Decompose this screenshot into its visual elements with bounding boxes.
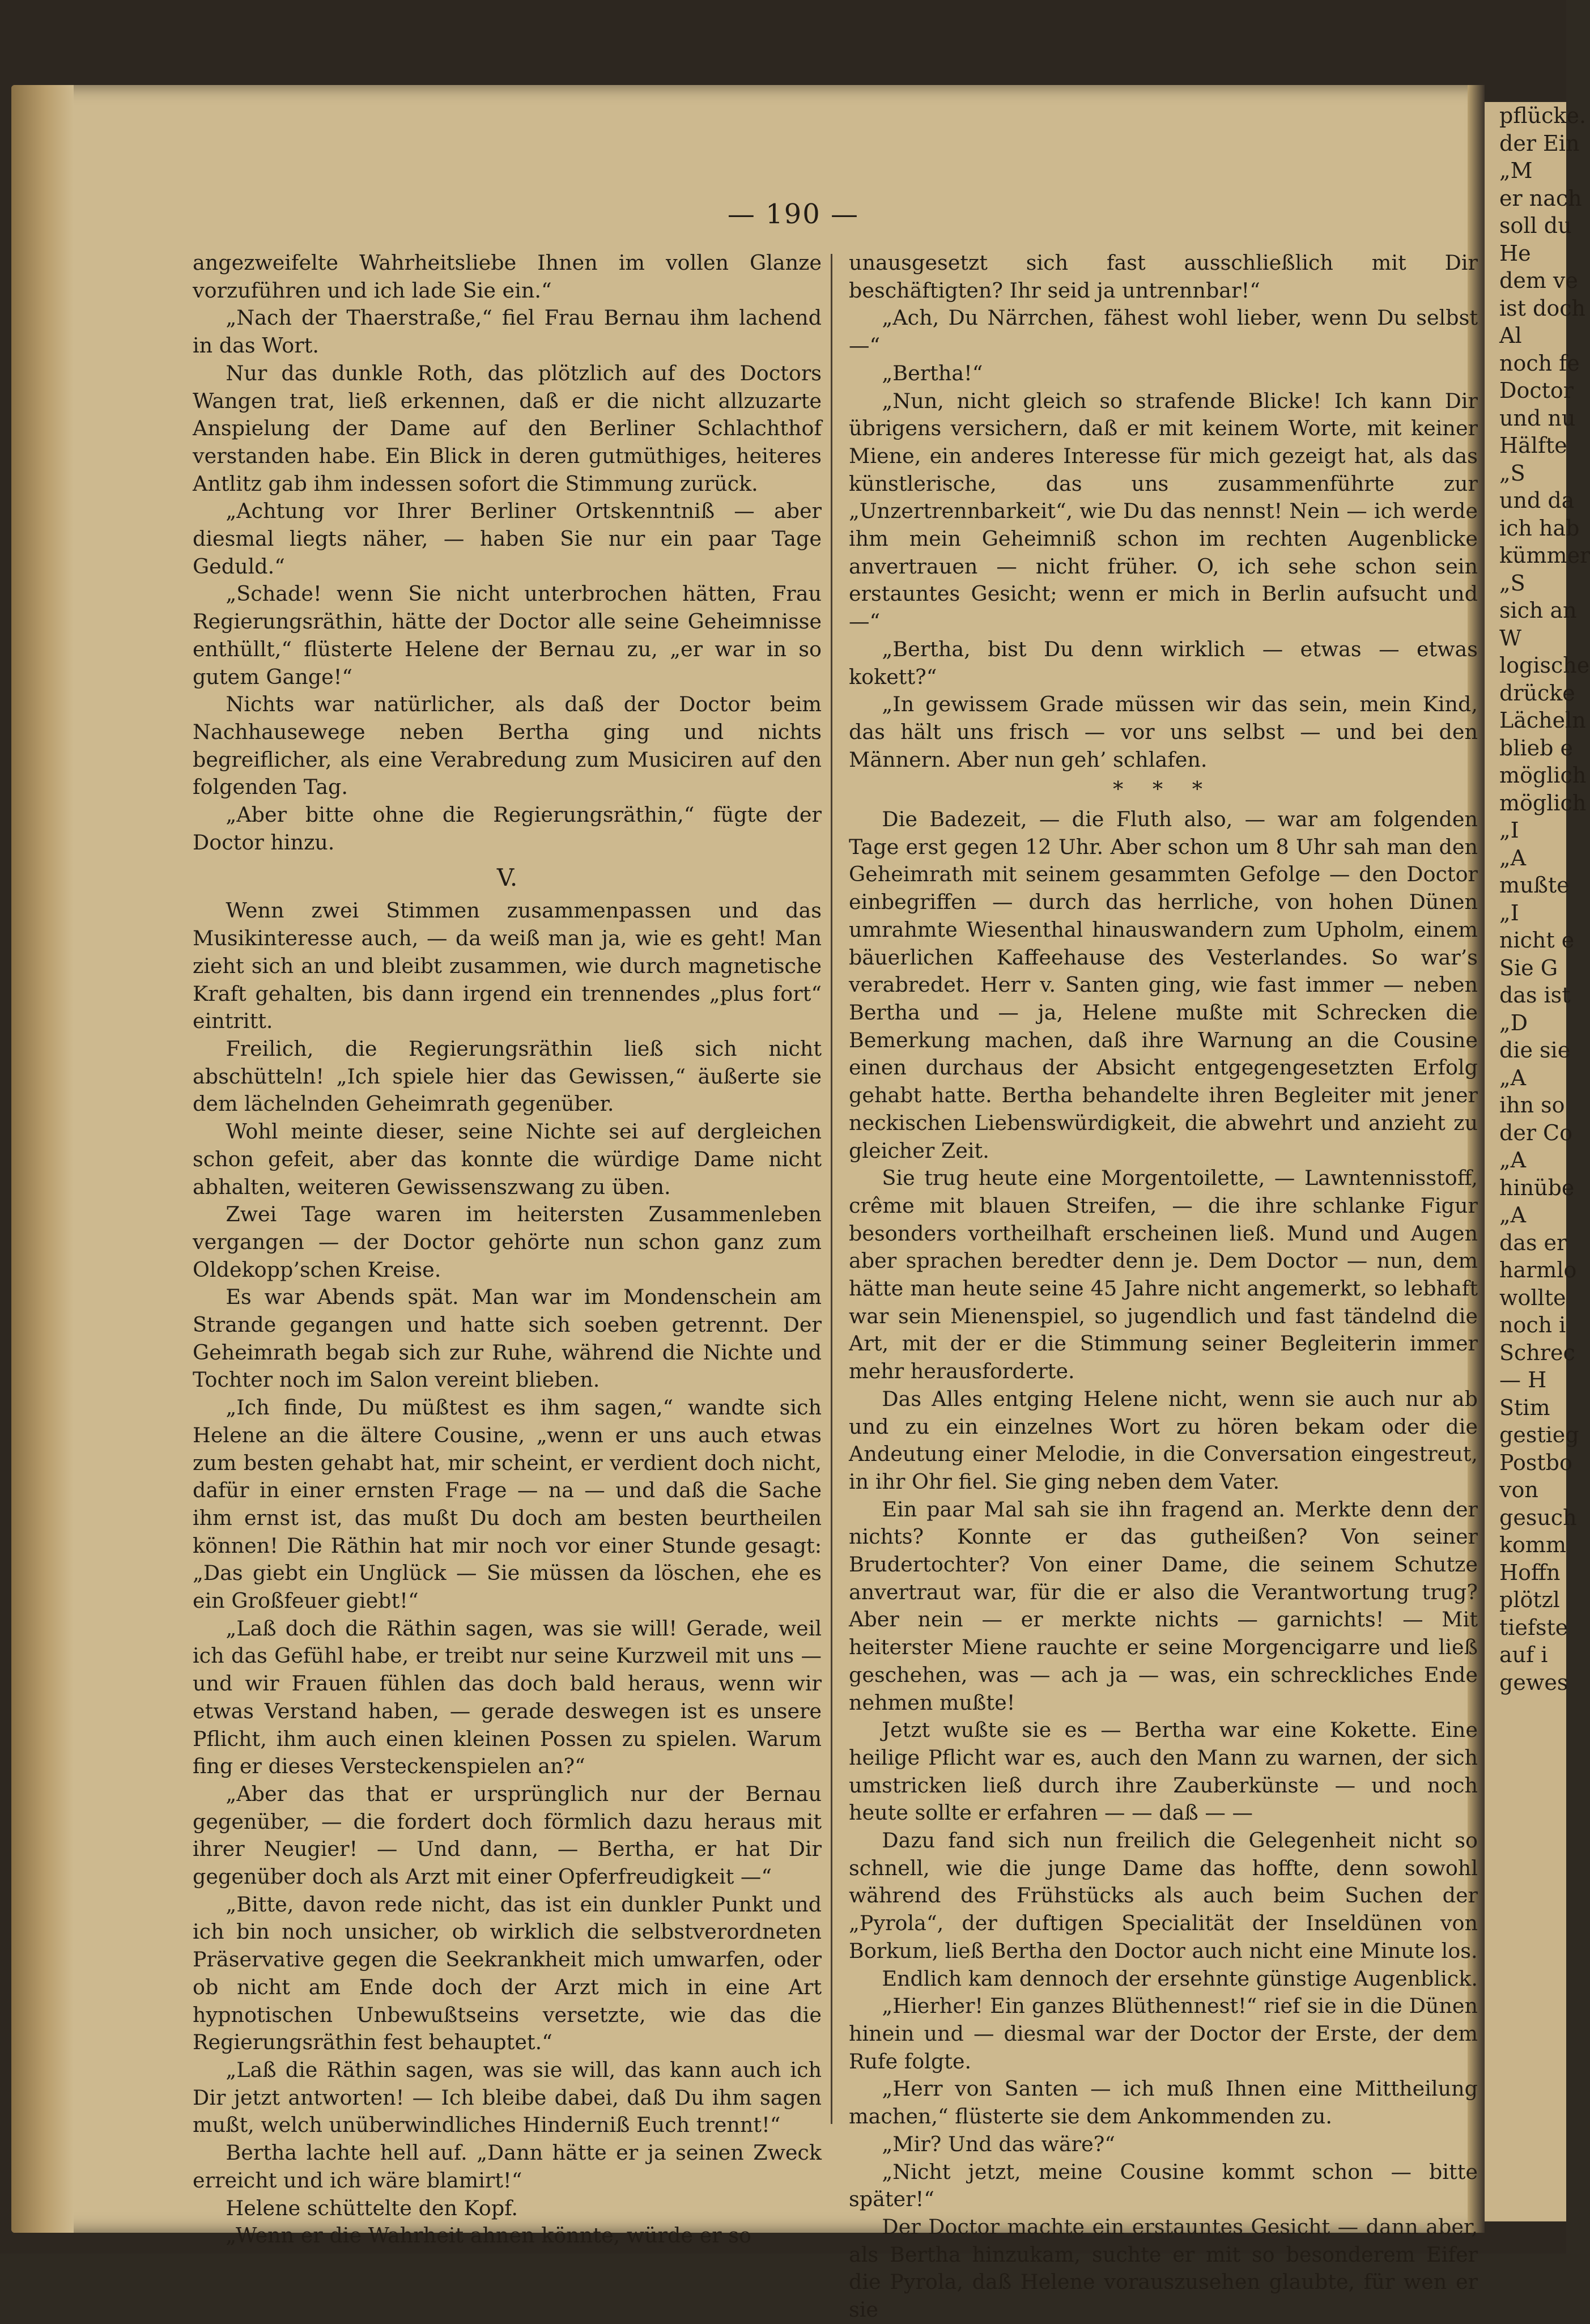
paragraph: Das Alles entging Helene nicht, wenn sie auch nur ab und zu ein einzelnes Wort zu hören bekam oder die Andeutung einer Melodie, in die Conversation eingestreut, in ihr Ohr fiel. Sie ging neben dem Vater. — [849, 1386, 1478, 1494]
paragraph: Jetzt wußte sie es — Bertha war eine Kokette. Eine heilige Pflicht war es, auch den Mann zu warnen, der sich umstricken ließ durch ihre Zauberkünste — und noch heute sollte er erfahren — — daß — — — [849, 1718, 1478, 1825]
facing-page-line: sich an — [1499, 598, 1577, 623]
paragraph: „Nicht jetzt, meine Cousine kommt schon — bitte später!“ — [849, 2159, 1478, 2212]
facing-page-line: mußte — [1499, 873, 1570, 898]
paragraph: „Schade! wenn Sie nicht unterbrochen hätten, Frau Regierungsräthin, hätte der Doctor alle seine Geheimnisse enthüllt,“ flüsterte Helene der Bernau zu, „er war in so gutem Gange!“ — [193, 581, 822, 689]
left-paragraphs — [193, 304, 822, 856]
paragraph: Helene schüttelte den Kopf. — [226, 2195, 518, 2220]
paragraph: „Laß doch die Räthin sagen, was sie will! Gerade, weil ich das Gefühl habe, er treibt nur seine Kurzweil mit uns — und wir Frauen fühlen das doch bald heraus, wenn wir etwas Verstand haben, — gerade deswegen ist es unsere Pflicht, ihm auch einen kleinen Possen zu spielen. Warum fing er dieses Versteckenspielen an?“ — [193, 1616, 822, 1779]
paragraph: „In gewissem Grade müssen wir das sein, mein Kind, das hält uns frisch — vor uns selbst — und bei den Männern. Aber nun geh’ schlafen. — [849, 692, 1478, 772]
paragraph: „Mir? Und das wäre?“ — [882, 2131, 1115, 2156]
facing-page-line: die sie — [1499, 1038, 1571, 1063]
facing-page-line: wollte — [1499, 1285, 1566, 1310]
facing-page-line: blieb e — [1499, 735, 1574, 760]
facing-page-line: und da — [1499, 488, 1575, 513]
paragraph: „Wenn er die Wahrheit ahnen könnte, würde er so — [226, 2223, 751, 2248]
right-paragraphs-continued — [849, 806, 1478, 2324]
facing-page-line: plötzl — [1499, 1587, 1560, 1612]
facing-page-line: Schrec — [1499, 1340, 1575, 1365]
facing-page-line: kümmer — [1499, 543, 1590, 568]
right-column — [849, 249, 1478, 2324]
facing-page-line: He — [1499, 240, 1531, 266]
paragraph: Sie trug heute eine Morgentoilette, — Lawntennisstoff, crême mit blauen Streifen, — die ihre schlanke Figur besonders vortheilhaft erscheinen ließ. Mund und Augen aber sprachen beredter denn je. Dem Doctor — nun, dem hätte man heute seine 45 Jahre nicht angemerkt, so lebhaft war sein Mienenspiel, so jugendlich und fast tändelnd die Art, mit der er die Stimmung seiner Begleiterin immer mehr herausforderte. — [849, 1166, 1478, 1384]
facing-page-line: gewes — [1499, 1669, 1568, 1695]
facing-page-line: Sie G — [1499, 955, 1558, 980]
paragraph: Wohl meinte dieser, seine Nichte sei auf dergleichen schon gefeit, aber das konnte die würdige Dame nicht abhalten, weiteren Gewissenszwang zu üben. — [193, 1119, 822, 1199]
facing-page-line: er nach — [1499, 185, 1582, 211]
facing-page-line: Al — [1499, 323, 1522, 348]
facing-page-line: „A — [1499, 1203, 1527, 1227]
paragraph: „Ach, Du Närrchen, fähest wohl lieber, wenn Du selbst —“ — [849, 305, 1478, 358]
facing-page-line: Doctor — [1499, 378, 1574, 403]
facing-page-line: „I — [1499, 900, 1519, 925]
paragraph: Zwei Tage waren im heitersten Zusammenleben vergangen — der Doctor gehörte nun schon ganz zum Oldekopp’schen Kreise. — [193, 1202, 822, 1282]
paragraph: Freilich, die Regierungsräthin ließ sich nicht abschütteln! „Ich spiele hier das Gewissen,“ äußerte sie dem lächelnden Geheimrath gegenüber. — [193, 1036, 822, 1116]
facing-page-line: „I — [1499, 818, 1519, 843]
paragraph: „Nach der Thaerstraße,“ fiel Frau Bernau ihm lachend in das Wort. — [193, 305, 822, 358]
facing-page-line: „M — [1499, 158, 1533, 183]
chapter-heading: V. — [496, 864, 518, 892]
facing-page-line: der Ein — [1499, 130, 1580, 156]
facing-page-line: Postbo — [1499, 1450, 1572, 1475]
facing-page-line: W — [1499, 625, 1522, 651]
facing-page-line: möglich — [1499, 763, 1587, 788]
facing-page-line: der Co — [1499, 1120, 1573, 1145]
paragraph: Es war Abends spät. Man war im Mondenschein am Strande gegangen und hatte sich soeben getrennt. Der Geheimrath begab sich zur Ruhe, während die Nichte und Tochter noch im Salon vereint blieben. — [193, 1285, 822, 1392]
facing-page-line: Stim — [1499, 1395, 1550, 1420]
facing-page-line: soll du — [1499, 213, 1572, 238]
right-paragraphs — [849, 304, 1478, 774]
facing-page — [1485, 102, 1590, 2221]
facing-page-line: pflücke. — [1499, 103, 1587, 128]
paragraph: „Bitte, davon rede nicht, das ist ein dunkler Punkt und ich bin noch unsicher, ob wirklich die selbstverordneten Präservative gegen die Seekrankheit mich umwarfen, oder ob nicht am Ende doch der Arzt mich in eine Art hypnotischen Unbewußtseins versetzte, wie das die Regierungsräthin fest behauptet.“ — [193, 1892, 822, 2055]
column-divider — [831, 254, 832, 2124]
facing-page-line: dem ve — [1499, 268, 1578, 293]
page-stack-edge — [11, 85, 74, 2233]
facing-page-line: „D — [1499, 1010, 1528, 1035]
facing-page-line: drücke — [1499, 680, 1575, 706]
facing-page-line: noch fe — [1499, 350, 1580, 376]
paragraph: „Hierher! Ein ganzes Blüthennest!“ rief sie in die Dünen hinein und — diesmal war der Doctor der Erste, der dem Rufe folgte. — [849, 1994, 1478, 2074]
paragraph: Der Doctor machte ein erstauntes Gesicht — dann aber, als Bertha hinzukam, suchte er mit so besonderem Eifer die Pyrola, daß Helene vorauszusehen glaubte, für wen er sie — [849, 2214, 1478, 2322]
paragraph: „Laß die Räthin sagen, was sie will, das kann auch ich Dir jetzt antworten! — Ich bleibe dabei, daß Du ihm sagen mußt, welch unüberwindliches Hinderniß Euch trennt!“ — [193, 2058, 822, 2138]
facing-page-line: harmlo — [1499, 1257, 1577, 1282]
paragraph: angezweifelte Wahrheitsliebe Ihnen im vollen Glanze vorzuführen und ich lade Sie ein.“ — [193, 250, 822, 303]
facing-page-line: von — [1499, 1477, 1538, 1502]
facing-page-line: ich hab — [1499, 515, 1580, 541]
facing-page-line: ihn so — [1499, 1093, 1565, 1118]
paragraph: Nichts war natürlicher, als daß der Doctor beim Nachhausewege neben Bertha ging und nichts begreiflicher, als eine Verabredung zum Musiciren auf den folgenden Tag. — [193, 692, 822, 800]
left-paragraphs-continued — [193, 897, 822, 2249]
paragraph: Nur das dunkle Roth, das plötzlich auf des Doctors Wangen trat, ließ erkennen, daß er die nicht allzuzarte Anspielung der Dame auf den Berliner Schlachthof verstanden habe. Ein Blick in deren gutmüthiges, heiteres Antlitz gab ihm indessen sofort die Stimmung zurück. — [193, 360, 822, 496]
paragraph: unausgesetzt sich fast ausschließlich mit Dir beschäftigten? Ihr seid ja untrennbar!“ — [849, 250, 1478, 303]
facing-page-line: „S — [1499, 460, 1525, 486]
facing-page-line: logische — [1499, 653, 1590, 678]
facing-page-line: ist doch — [1499, 295, 1585, 321]
paragraph: Die Badezeit, — die Fluth also, — war am folgenden Tage erst gegen 12 Uhr. Aber schon um 8 Uhr sah man den Geheimrath mit seinem gesammten Gefolge — den Doctor einbegriffen — durch das herrliche, von hohen Dünen umrahmte Wiesenthal hinauswandern zum Upholm, einem bäuerlichen Kaffeehause des Vesterlandes. So war’s verabredet. Herr v. Santen ging, wie fast immer — neben Bertha und — ja, Helene mußte mit Schrecken die Bemerkung machen, daß ihre Warnung an die Cousine einen durchaus der Absicht entgegengesetzten Erfolg gehabt hatte. Bertha behandelte ihren Begleiter mit jener neckischen Liebenswürdigkeit, die abwehrt und anzieht zu gleicher Zeit. — [849, 807, 1478, 1163]
facing-page-line: möglich — [1499, 790, 1587, 815]
facing-page-line: tiefste — [1499, 1615, 1568, 1640]
paragraph: „Bertha!“ — [882, 360, 983, 385]
facing-page-line: hinübe — [1499, 1175, 1575, 1200]
paragraph: Dazu fand sich nun freilich die Gelegenheit nicht so schnell, wie die junge Dame das hoffte, denn sowohl während des Frühstücks als auch beim Suchen der „Pyrola“, der duftigen Specialität der Inseldünen von Borkum, ließ Bertha den Doctor auch nicht eine Minute los. — [849, 1828, 1478, 1963]
facing-page-line: Hoffn — [1499, 1560, 1561, 1585]
section-break: * * * — [1113, 777, 1214, 802]
paragraph: „Aber bitte ohne die Regierungsräthin,“ fügte der Doctor hinzu. — [193, 802, 822, 855]
facing-page-line: noch i — [1499, 1312, 1566, 1337]
facing-page-line: „A — [1499, 845, 1527, 870]
paragraph: Bertha lachte hell auf. „Dann hätte er ja seinen Zweck erreicht und ich wäre blamirt!“ — [193, 2140, 822, 2193]
facing-page-line: — H — [1499, 1367, 1547, 1392]
facing-page-line: das er — [1499, 1230, 1567, 1255]
facing-page-line: „S — [1499, 570, 1525, 596]
paragraph: „Nun, nicht gleich so strafende Blicke! Ich kann Dir übrigens versichern, daß er mit keinem Worte, mit keiner Miene, ein anderes Interesse für mich gezeigt hat, als das künstlerische, das uns zusammenführte zur „Unzertrennbarkeit“, wie Du das nennst! Nein — ich werde ihm mein Geheimniß schon im rechten Augenblicke anvertrauen — nicht früher. O, ich sehe schon sein erstauntes Gesicht; wenn er mich in Berlin aufsucht und —“ — [849, 388, 1478, 634]
paragraph: „Herr von Santen — ich muß Ihnen eine Mittheilung machen,“ flüsterte sie dem Ankommenden zu. — [849, 2076, 1478, 2129]
page-number: — 190 — — [727, 198, 860, 230]
facing-page-line: auf i — [1499, 1642, 1548, 1667]
paragraph: Ein paar Mal sah sie ihn fragend an. Merkte denn der nichts? Konnte er das gutheißen? Von seiner Brudertochter? Von einer Dame, die seinem Schutze anvertraut war, für die er also die Verantwortung trug? Aber nein — er merkte nichts — garnichts! — Mit heiterster Miene rauchte er seine Morgencigarre und ließ geschehen, was — ach ja — was, ein schreckliches Ende nehmen mußte! — [849, 1497, 1478, 1715]
paragraph: „Achtung vor Ihrer Berliner Ortskenntniß — aber diesmal liegts näher, — haben Sie nur ein paar Tage Geduld.“ — [193, 499, 822, 579]
paragraph: „Bertha, bist Du denn wirklich — etwas — etwas kokett?“ — [849, 636, 1478, 689]
paragraph: Wenn zwei Stimmen zusammenpassen und das Musikinteresse auch, — da weiß man ja, wie es geht! Man zieht sich an und bleibt zusammen, wie durch magnetische Kraft gehalten, bis dann irgend ein trennendes „plus fort“ eintritt. — [193, 898, 822, 1034]
facing-page-line: das ist — [1499, 983, 1571, 1008]
facing-page-line: gesuch — [1499, 1505, 1577, 1530]
facing-page-line: und nu — [1499, 405, 1576, 431]
facing-page-line: gestieg — [1499, 1422, 1579, 1447]
facing-page-line: komm — [1499, 1532, 1566, 1557]
left-column — [193, 249, 822, 2250]
paragraph: „Ich finde, Du müßtest es ihm sagen,“ wandte sich Helene an die ältere Cousine, „wenn er uns auch etwas zum besten gehabt hat, mir scheint, er verdient doch nicht, dafür in einer ernsten Frage — na — und daß die Sache ihm ernst ist, das mußt Du doch am besten beurtheilen können! Die Räthin hat mir noch vor einer Stunde gesagt: „Das giebt ein Unglück — Sie müssen da löschen, ehe es ein Großfeuer giebt!“ — [193, 1395, 822, 1613]
facing-page-line: Hälfte — [1499, 433, 1567, 458]
facing-page-line: nicht e — [1499, 928, 1575, 953]
facing-page-line: „A — [1499, 1148, 1527, 1172]
paragraph: Endlich kam dennoch der ersehnte günstige Augenblick. — [882, 1966, 1478, 1991]
facing-page-line: Lächeln — [1499, 708, 1586, 733]
facing-page-line: „A — [1499, 1065, 1527, 1090]
paragraph: „Aber das that er ursprünglich nur der Bernau gegenüber, — die fordert doch förmlich dazu heraus mit ihrer Neugier! — Und dann, — Bertha, er hat Dir gegenüber doch als Arzt mit einer Opferfreudigkeit —“ — [193, 1781, 822, 1889]
